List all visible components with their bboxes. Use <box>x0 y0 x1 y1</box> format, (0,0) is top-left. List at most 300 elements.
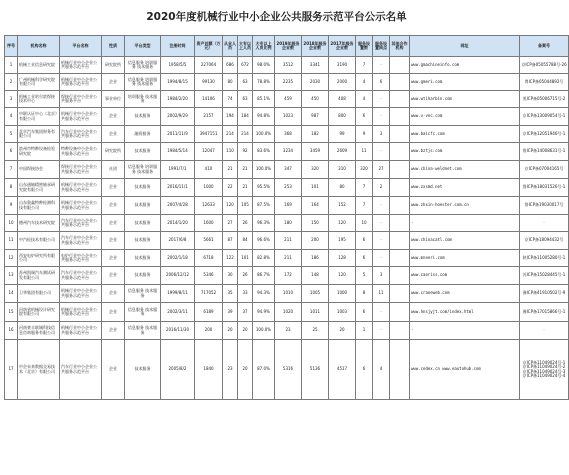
table-cell: 110 <box>223 143 238 161</box>
table-cell: 347 <box>275 161 302 179</box>
table-cell: 6 <box>356 250 373 267</box>
col-header: 大专以上人员 <box>238 36 253 57</box>
table-cell: 信息服务 培训服务 技术服务 <box>125 57 161 74</box>
icp-cell: 鲁ICP备18031526号-1 <box>520 179 569 197</box>
icp-cell: 京ICP备11049024号-1 京ICP备11049024号-2 京ICP备11049024号-3 京ICP备11049024号-4 <box>520 340 569 400</box>
table-cell: 2014/1/20 <box>161 215 195 232</box>
table-row <box>5 250 569 267</box>
table-cell: 87.0% <box>253 340 275 400</box>
page-title: 2020年度机械行业中小企业公共服务示范平台公示名单 <box>146 11 407 23</box>
table-row <box>5 232 569 250</box>
table-cell: 1 <box>356 322 373 340</box>
org-name-cell: 广州机械科学研究院有限公司 <box>18 74 60 91</box>
table-cell: 80 <box>223 74 238 91</box>
table-cell: 3947151 <box>195 126 223 143</box>
table-cell: 5661 <box>195 232 223 250</box>
table-row <box>5 340 569 400</box>
table-cell: 5 <box>356 267 373 285</box>
header-row <box>5 36 569 57</box>
table-cell: 21 <box>238 179 253 197</box>
table-cell: 22 <box>223 179 238 197</box>
table-cell: 11 <box>356 143 373 161</box>
table-cell: 技术服务 <box>125 267 161 285</box>
other-partner-cell <box>390 340 410 400</box>
table-cell: 信息服务 培训服务 技术服务 <box>125 161 161 179</box>
index-cell: 16 <box>5 322 18 340</box>
table-cell: 128 <box>329 250 356 267</box>
platform-name-cell: 汽车行业中小企业公共服务示范平台 <box>60 126 102 143</box>
table-cell: 120 <box>329 215 356 232</box>
index-cell: 14 <box>5 285 18 303</box>
website-cell: www.zhxin-hoester.com.cn <box>410 197 520 215</box>
table-cell: 100.0% <box>253 322 275 340</box>
table-cell: 1000 <box>329 285 356 303</box>
table-cell: · <box>373 232 390 250</box>
table-cell: · <box>373 197 390 215</box>
table-cell: 1999/8/11 <box>161 285 195 303</box>
table-cell: 2002/9/29 <box>161 108 195 126</box>
index-cell: 17 <box>5 340 18 400</box>
table-cell: 172 <box>275 267 302 285</box>
table-cell: 150 <box>302 215 329 232</box>
table-cell: 培训服务 技术服务 <box>125 91 161 108</box>
table-cell: 20 <box>238 340 253 400</box>
index-cell: 2 <box>5 74 18 91</box>
platform-name-cell: 电炉行业中小企业公共服务示范平台 <box>60 250 102 267</box>
table-cell: 2016/11/30 <box>161 322 195 340</box>
table-cell: 7 <box>356 197 373 215</box>
index-cell: 5 <box>5 126 18 143</box>
table-cell: 99 <box>329 126 356 143</box>
platform-name-cell: 汽车行业中小企业公共服务示范平台 <box>60 232 102 250</box>
other-partner-cell <box>390 197 410 215</box>
other-partner-cell <box>390 267 410 285</box>
website-cell: www.caeriss.com <box>410 267 520 285</box>
table-cell: 410 <box>195 161 223 179</box>
table-cell: 83.6% <box>253 143 275 161</box>
table-cell: 企业 <box>102 74 125 91</box>
table-cell: 23 <box>223 340 238 400</box>
website-cell: www.hnsjyjt.com/index.html <box>410 303 520 322</box>
table-cell: 25 <box>302 322 329 340</box>
other-partner-cell <box>390 179 410 197</box>
table-cell: 96.6% <box>253 232 275 250</box>
table-cell: 195 <box>329 232 356 250</box>
table-cell: 4 <box>356 74 373 91</box>
table-cell: 企业 <box>102 197 125 215</box>
table-cell: 企业 <box>102 303 125 322</box>
table-cell: · <box>373 143 390 161</box>
org-name-cell: 河南省机械设计研究院有限公司 <box>18 303 60 322</box>
col-header: 服务设置数 <box>356 36 373 57</box>
table-cell: · <box>373 108 390 126</box>
table-cell: 3234 <box>275 143 302 161</box>
org-name-cell: 滨州市特种设备检验研究院 <box>18 143 60 161</box>
table-cell: 459 <box>275 91 302 108</box>
table-cell: 3 <box>373 126 390 143</box>
table-row <box>5 91 569 108</box>
table-cell: 研究院所 <box>102 57 125 74</box>
org-name-cell: 西安电炉研究所有限公司 <box>18 250 60 267</box>
table-cell: 200 <box>302 232 329 250</box>
index-cell: 11 <box>5 232 18 250</box>
table-cell: 20 <box>223 322 238 340</box>
table-cell: 211 <box>275 250 302 267</box>
table-cell: 3 <box>373 267 390 285</box>
org-name-cell: 中企未来数据交易技术（北京）有限公司 <box>18 340 60 400</box>
platform-name-cell: 机械行业中小企业公共服务示范平台 <box>60 57 102 74</box>
platform-name-cell: 机械行业中小企业公共服务示范平台 <box>60 303 102 322</box>
icp-cell: 京ICP备18094432号 <box>520 232 569 250</box>
col-header: 备案号 <box>520 36 569 57</box>
other-partner-cell <box>390 250 410 267</box>
platform-name-cell: 机械行业中小企业公共服务示范平台 <box>60 197 102 215</box>
table-cell: 87 <box>223 232 238 250</box>
table-cell: 企业 <box>102 126 125 143</box>
platform-name-cell: 机械行业中小企业公共服务示范平台 <box>60 74 102 91</box>
table-cell: 1840 <box>195 340 223 400</box>
table-cell: 信息服务 技术服务 <box>125 285 161 303</box>
col-header: 平台类型 <box>125 36 161 57</box>
index-cell: 15 <box>5 303 18 322</box>
table-cell: 686 <box>223 57 238 74</box>
table-cell: 企业 <box>102 215 125 232</box>
other-partner-cell <box>390 322 410 340</box>
col-header: 2019年服务企业数 <box>275 36 302 57</box>
table-cell: 120 <box>329 267 356 285</box>
table-cell: · <box>373 215 390 232</box>
org-name-cell: 中汽检技术有限公司 <box>18 232 60 250</box>
table-cell: 14106 <box>195 91 223 108</box>
table-cell: 120 <box>223 197 238 215</box>
table-cell: 169 <box>275 197 302 215</box>
table-cell: 20 <box>329 322 356 340</box>
table-cell: 2006/12/12 <box>161 267 195 285</box>
icp-cell: · <box>520 322 569 340</box>
col-header: 2018年服务企业数 <box>302 36 329 57</box>
website-cell: www.v-vnc.com <box>410 108 520 126</box>
other-partner-cell <box>390 57 410 74</box>
website-cell: www.china-weldnet.com <box>410 161 520 179</box>
table-cell: 10 <box>356 215 373 232</box>
table-cell: 6 <box>356 340 373 400</box>
index-cell: 4 <box>5 108 18 126</box>
col-header: 其他合作机构 <box>390 36 410 57</box>
table-cell: 2002/1/18 <box>161 250 195 267</box>
other-partner-cell <box>390 215 410 232</box>
table-cell: 7 <box>356 57 373 74</box>
index-cell: 10 <box>5 215 18 232</box>
org-name-cell: 山东通轴精密轴承研究院有限公司 <box>18 179 60 197</box>
table-cell: 信息服务 培训服务 技术服务 <box>125 74 161 91</box>
table-cell: 214 <box>223 126 238 143</box>
table-cell: 4 <box>356 91 373 108</box>
other-partner-cell <box>390 91 410 108</box>
table-cell: 450 <box>302 91 329 108</box>
website-cell: www.mneeri.com <box>410 250 520 267</box>
table-cell: 8 <box>356 285 373 303</box>
table-cell: 3512 <box>275 57 302 74</box>
org-name-cell: 卫华集团有限公司 <box>18 285 60 303</box>
table-cell: 94.3% <box>253 285 275 303</box>
table-cell: 27 <box>223 215 238 232</box>
col-header: 机构名称 <box>18 36 60 57</box>
table-cell: 63 <box>238 91 253 108</box>
other-partner-cell <box>390 285 410 303</box>
website-cell: www.zxsmd.net <box>410 179 520 197</box>
table-cell: 技术服务 <box>125 143 161 161</box>
other-partner-cell <box>390 161 410 179</box>
org-name-cell: 中国焊接协会 <box>18 161 60 179</box>
table-cell: 技术服务 <box>125 250 161 267</box>
col-header: 资产总额（万元） <box>195 36 223 57</box>
table-cell: 21 <box>238 161 253 179</box>
org-name-cell: 河南豪丰联城科技信息咨询服务有限公司 <box>18 322 60 340</box>
other-partner-cell <box>390 108 410 126</box>
icp-cell: 豫ICP备17015866号-1 <box>520 303 569 322</box>
table-cell: 84 <box>238 232 253 250</box>
table-cell: 105 <box>238 197 253 215</box>
table-cell: 技术服务 <box>125 108 161 126</box>
index-cell: 6 <box>5 143 18 161</box>
platform-name-cell: 焊接行业中小企业公共服务示范平台 <box>60 161 102 179</box>
table-cell: 99130 <box>195 74 223 91</box>
platform-name-cell: 特种设备中小企业公共服务示范平台 <box>60 143 102 161</box>
table-row <box>5 74 569 91</box>
table-cell: 1011 <box>302 303 329 322</box>
col-header: 注册时间 <box>161 36 195 57</box>
table-row <box>5 267 569 285</box>
table-cell: 37 <box>238 303 253 322</box>
table-cell: 368 <box>275 126 302 143</box>
col-header: 大专以上人员比例 <box>253 36 275 57</box>
table-cell: 5316 <box>275 340 302 400</box>
table-cell: 2017/6/8 <box>161 232 195 250</box>
website-cell: www.wtiharbin.com <box>410 91 520 108</box>
table-cell: 7 <box>356 179 373 197</box>
table-cell: 12633 <box>195 197 223 215</box>
table-row <box>5 285 569 303</box>
index-cell: 13 <box>5 267 18 285</box>
website-cell: www.chinacatl.com <box>410 232 520 250</box>
table-cell: 39 <box>223 303 238 322</box>
table-cell: 2011/11/9 <box>161 126 195 143</box>
org-name-cell: 中联认证中心（北京）有限公司 <box>18 108 60 126</box>
table-cell: 4517 <box>329 340 356 400</box>
table-cell: 101 <box>302 179 329 197</box>
table-cell: · <box>373 322 390 340</box>
table-cell: 80 <box>329 179 356 197</box>
table-cell: 1984/5/14 <box>161 143 195 161</box>
table-cell: 4 <box>373 340 390 400</box>
org-name-cell: 机械工业哈尔滨焊接技术中心 <box>18 91 60 108</box>
table-cell: 2235 <box>275 74 302 91</box>
table-cell: 26 <box>238 215 253 232</box>
table-cell: 164 <box>302 197 329 215</box>
table-cell: 2030 <box>302 74 329 91</box>
org-name-cell: 北京汽车集团财务有限公司 <box>18 126 60 143</box>
website-cell: www.cedex.cn www.eautohub.com <box>410 340 520 400</box>
website-cell: www.baicfc.com <box>410 126 520 143</box>
table-cell: 96.3% <box>253 215 275 232</box>
table-cell: 社团 <box>102 161 125 179</box>
table-cell: 企业 <box>102 108 125 126</box>
org-name-cell: 苏州凯瑞汽车测试研发有限公司 <box>18 267 60 285</box>
table-cell: 717052 <box>195 285 223 303</box>
table-cell: 1000 <box>195 179 223 197</box>
table-cell: 信息服务 技术服务 <box>125 303 161 322</box>
table-cell: 6189 <box>195 303 223 322</box>
table-row <box>5 143 569 161</box>
table-cell: 1005 <box>302 285 329 303</box>
table-cell: 74 <box>223 91 238 108</box>
index-cell: 7 <box>5 161 18 179</box>
platform-name-cell: 机械行业中小企业公共服务示范平台 <box>60 285 102 303</box>
table-cell: · <box>373 250 390 267</box>
table-cell: 5136 <box>302 340 329 400</box>
table-cell: 企业 <box>102 322 125 340</box>
table-cell: 20 <box>238 322 253 340</box>
table-cell: 技术服务 <box>125 179 161 197</box>
table-row <box>5 161 569 179</box>
other-partner-cell <box>390 126 410 143</box>
table-cell: 184 <box>238 108 253 126</box>
table-cell: 253 <box>275 179 302 197</box>
table-cell: 35 <box>223 285 238 303</box>
table-cell: 12047 <box>195 143 223 161</box>
col-header: 平台名称 <box>60 36 102 57</box>
table-cell: 1003 <box>329 303 356 322</box>
table-cell: 6 <box>356 303 373 322</box>
table-cell: 技术服务 <box>125 232 161 250</box>
other-partner-cell <box>390 303 410 322</box>
website-cell: www.gmachineinfo.com <box>410 57 520 74</box>
table-cell: · <box>373 303 390 322</box>
table-cell: 320 <box>356 161 373 179</box>
table-cell: 30 <box>223 267 238 285</box>
icp-cell: 京ICP备12051946号-1 <box>520 126 569 143</box>
table-cell: 63 <box>238 74 253 91</box>
table-cell: 企业 <box>102 232 125 250</box>
table-cell: 98.0% <box>253 57 275 74</box>
table-cell: 2016/11/1 <box>161 179 195 197</box>
table-cell: 23 <box>275 322 302 340</box>
icp-cell: 京ICP备13009054号-1 <box>520 108 569 126</box>
table-cell: 3190 <box>329 57 356 74</box>
table-cell: 事业单位 <box>102 91 125 108</box>
table-cell: 194 <box>223 108 238 126</box>
table-cell: 2005/8/2 <box>161 340 195 400</box>
table-cell: 融资服务 <box>125 126 161 143</box>
table-cell: 1958/5/5 <box>161 57 195 74</box>
table-cell: 1020 <box>275 303 302 322</box>
table-cell: 21 <box>223 161 238 179</box>
table-cell: 1984/2/20 <box>161 91 195 108</box>
table-row <box>5 126 569 143</box>
table-cell: 87.5% <box>253 197 275 215</box>
table-cell: 2002/3/11 <box>161 303 195 322</box>
org-name-cell: 德州汽车技术研究院 <box>18 215 60 232</box>
table-cell: 2157 <box>195 108 223 126</box>
table-row <box>5 179 569 197</box>
website-cell: · <box>410 215 520 232</box>
table-cell: · <box>373 91 390 108</box>
table-cell: 78.8% <box>253 74 275 91</box>
table-cell: 1023 <box>275 108 302 126</box>
table-cell: 2609 <box>329 143 356 161</box>
col-header: 2017年服务企业数 <box>329 36 356 57</box>
table-cell: 1994/8/15 <box>161 74 195 91</box>
org-name-cell: 山东奥鑫特种检测科技有限公司 <box>18 197 60 215</box>
table-cell: 100.0% <box>253 161 275 179</box>
table-cell: 211 <box>275 232 302 250</box>
table-cell: 技术服务 <box>125 215 161 232</box>
table-cell: 11 <box>373 285 390 303</box>
platform-name-cell: 汽车行业中小企业公共服务示范平台 <box>60 215 102 232</box>
icp-cell: 黑ICP备05006715号-2 <box>520 91 569 108</box>
table-cell: 94.9% <box>253 303 275 322</box>
table-cell: 800 <box>329 108 356 126</box>
platform-name-cell: 焊接行业中小企业公共服务平台 <box>60 91 102 108</box>
icp-cell: 豫ICP备41910502号-9 <box>520 285 569 303</box>
table-cell: · <box>373 57 390 74</box>
table-cell: 技术服务 <box>125 340 161 400</box>
website-cell: www.gmeri.com <box>410 74 520 91</box>
table-cell: 95.5% <box>253 179 275 197</box>
table-row <box>5 197 569 215</box>
table-cell: 33 <box>238 285 253 303</box>
table-row <box>5 322 569 340</box>
icp-cell: · <box>520 215 569 232</box>
table-cell: 1600 <box>195 215 223 232</box>
platform-name-cell: 机械行业中小企业公共服务示范平台 <box>60 322 102 340</box>
platform-name-cell: 汽车行业中小企业公共服务示范平台 <box>60 267 102 285</box>
website-cell: · <box>410 322 520 340</box>
table-cell: 6 <box>373 74 390 91</box>
index-cell: 1 <box>5 57 18 74</box>
col-header: 网址 <box>410 36 520 57</box>
icp-cell: 京ICP备07004165号 <box>520 161 569 179</box>
icp-cell: 陕ICP备11005280号-1 <box>520 250 569 267</box>
table-row <box>5 303 569 322</box>
platform-name-cell: 汽车行业中小企业公共服务示范平台 <box>60 340 102 400</box>
table-cell: 227064 <box>195 57 223 74</box>
publication-table <box>4 35 569 400</box>
table-cell: 企业 <box>102 267 125 285</box>
platform-name-cell: 机械行业中小企业公共服务示范平台 <box>60 179 102 197</box>
table-cell: 2007/4/28 <box>161 197 195 215</box>
icp-cell: 苏ICP备15028445号-1 <box>520 267 569 285</box>
table-cell: 320 <box>302 161 329 179</box>
table-cell: 987 <box>302 108 329 126</box>
table-cell: 672 <box>238 57 253 74</box>
index-cell: 9 <box>5 197 18 215</box>
table-cell: 6 <box>356 232 373 250</box>
table-cell: 152 <box>329 197 356 215</box>
table-cell: 86.7% <box>253 267 275 285</box>
table-cell: 3341 <box>302 57 329 74</box>
table-row <box>5 108 569 126</box>
col-header: 从业人员 <box>223 36 238 57</box>
table-cell: 186 <box>302 250 329 267</box>
col-header: 序号 <box>5 36 18 57</box>
table-cell: 82.8% <box>253 250 275 267</box>
table-cell: 9 <box>356 126 373 143</box>
table-cell: 101 <box>238 250 253 267</box>
table-cell: 182 <box>302 126 329 143</box>
col-header: 服务设置网点 <box>373 36 390 57</box>
icp-cell: 鲁ICP备19030017号 <box>520 197 569 215</box>
